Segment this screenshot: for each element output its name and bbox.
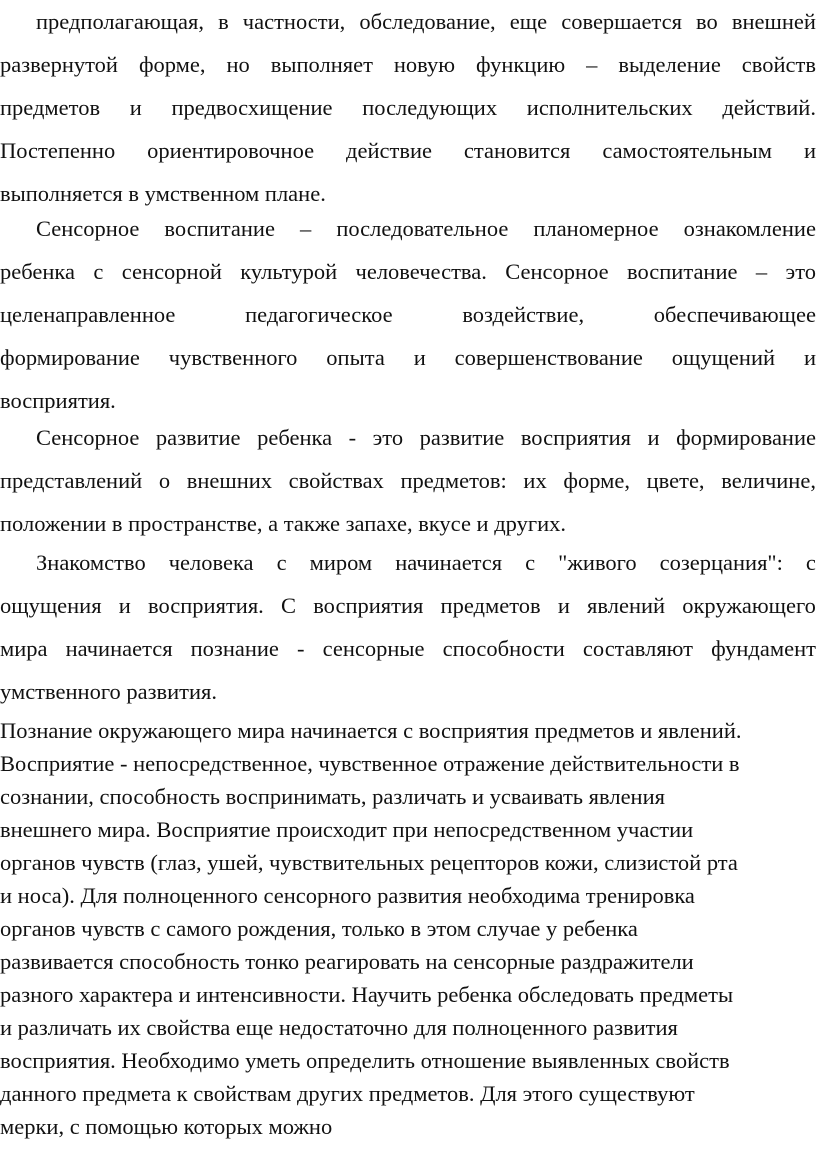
word: ощущений <box>671 345 776 370</box>
word: развитие <box>155 425 241 450</box>
word: сенсорные <box>322 636 425 661</box>
word: и <box>557 593 570 618</box>
paragraph-line <box>0 541 816 584</box>
word: воспитание <box>626 259 738 284</box>
word: целенаправленное <box>0 302 176 327</box>
paragraph-line <box>0 86 816 129</box>
word: представлений <box>0 468 143 493</box>
paragraph-line <box>0 627 816 670</box>
paragraph-line: данного предмета к свойствам других предметов. Для этого существуют <box>0 1081 695 1106</box>
word: ознакомление <box>683 216 816 241</box>
paragraph-1 <box>0 0 816 215</box>
word: предметов: <box>400 468 507 493</box>
paragraph-line: и носа). Для полноценного сенсорного развития необходима тренировка <box>0 883 695 908</box>
word: окружающего <box>682 593 816 618</box>
word: чувственного <box>168 345 298 370</box>
word: становится <box>463 138 571 163</box>
word: восприятия <box>520 425 631 450</box>
word: опыта <box>326 345 385 370</box>
paragraph-line <box>0 459 816 502</box>
paragraph-3 <box>0 416 816 545</box>
word: новую <box>393 52 456 77</box>
paragraph-line: мерки, с помощью которых можно <box>0 1114 333 1139</box>
word: миром <box>309 550 373 575</box>
word: восприятия <box>313 593 424 618</box>
paragraph-line <box>0 250 816 293</box>
paragraph-line: развивается способность тонко реагировать на сенсорные раздражители <box>0 949 694 974</box>
paragraph-line: восприятия. <box>0 388 116 413</box>
word: развернутой <box>0 52 118 77</box>
paragraph-line: внешнего мира. Восприятие происходит при непосредственном участии <box>0 817 694 842</box>
paragraph-line: органов чувств (глаз, ушей, чувствительных рецепторов кожи, слизистой рта <box>0 850 738 875</box>
word: и <box>647 425 660 450</box>
word: формирование <box>676 425 816 450</box>
word: о <box>158 468 171 493</box>
word: величине, <box>721 468 816 493</box>
paragraph-line <box>0 0 816 43</box>
paragraph-line: и различать их свойства еще недостаточно для полноценного развития <box>0 1015 678 1040</box>
word: фундамент <box>711 636 816 661</box>
word: воспитание <box>164 216 275 241</box>
word: планомерное <box>533 216 659 241</box>
paragraph-line: умственного развития. <box>0 679 218 704</box>
paragraph-line <box>0 293 816 336</box>
word: во <box>696 9 718 34</box>
word: человечества. <box>355 259 487 284</box>
word: воздействие, <box>462 302 585 327</box>
word: внешней <box>731 9 816 34</box>
word: способности <box>442 636 565 661</box>
word: с <box>93 259 104 284</box>
word: созерцания": <box>659 550 783 575</box>
word: Знакомство <box>36 550 146 575</box>
word: сенсорной <box>121 259 222 284</box>
word: действие <box>346 138 432 163</box>
word: и <box>413 345 426 370</box>
word: и <box>803 138 816 163</box>
word: самостоятельным <box>602 138 773 163</box>
word: функцию <box>476 52 566 77</box>
word: С <box>280 593 296 618</box>
word: с <box>276 550 287 575</box>
paragraph-4 <box>0 541 816 713</box>
word: свойств <box>741 52 816 77</box>
word: человека <box>168 550 254 575</box>
paragraph-line <box>0 129 816 172</box>
word: и <box>803 345 816 370</box>
word: – <box>586 52 598 77</box>
word: Постепенно <box>0 138 116 163</box>
paragraph-line <box>0 43 816 86</box>
paragraph-line: положении в пространстве, а также запахе, вкусе и других. <box>0 511 567 536</box>
word: ощущения <box>0 593 102 618</box>
word: и <box>129 95 142 120</box>
word: явлений <box>587 593 666 618</box>
word: Сенсорное <box>505 259 609 284</box>
word: формирование <box>0 345 140 370</box>
word: свойствах <box>288 468 384 493</box>
word: познание <box>190 636 279 661</box>
word: ориентировочное <box>147 138 315 163</box>
paragraph-line: сознании, способность воспринимать, различать и усваивать явления <box>0 784 665 809</box>
paragraph-line <box>0 336 816 379</box>
word: это <box>785 259 816 284</box>
word: обследование, <box>359 9 496 34</box>
word: форме, <box>138 52 206 77</box>
word: "живого <box>558 550 637 575</box>
word: предметов <box>440 593 541 618</box>
word: обеспечивающее <box>653 302 816 327</box>
word: с <box>805 550 816 575</box>
word: но <box>226 52 250 77</box>
paragraph-line: разного характера и интенсивности. Научить ребенка обследовать предметы <box>0 982 734 1007</box>
word: их <box>523 468 547 493</box>
word: последовательное <box>336 216 509 241</box>
paragraph-line: Восприятие - непосредственное, чувственное отражение действительности в <box>0 751 740 776</box>
word: - <box>297 636 305 661</box>
paragraph-2 <box>0 207 816 422</box>
word: мира <box>0 636 48 661</box>
word: – <box>755 259 768 284</box>
word: цвете, <box>646 468 705 493</box>
paragraph-line <box>0 584 816 627</box>
paragraph-line <box>0 207 816 250</box>
word: выполняет <box>270 52 373 77</box>
word: исполнительских <box>526 95 693 120</box>
word: еще <box>509 9 548 34</box>
word: начинается <box>65 636 173 661</box>
word: ребенка <box>0 259 75 284</box>
paragraph-line <box>0 416 816 459</box>
word: последующих <box>362 95 498 120</box>
word: совершенствование <box>454 345 643 370</box>
word: форме, <box>563 468 630 493</box>
paragraph-line: выполняется в умственном плане. <box>0 181 326 206</box>
paragraph-5 <box>0 714 816 1143</box>
word: - <box>348 425 357 450</box>
word: культурой <box>240 259 338 284</box>
word: Сенсорное <box>36 216 140 241</box>
word: ребенка <box>257 425 333 450</box>
word: педагогическое <box>245 302 393 327</box>
word: частности, <box>242 9 346 34</box>
word: – <box>300 216 312 241</box>
word: начинается <box>395 550 503 575</box>
word: действий. <box>722 95 816 120</box>
word: и <box>118 593 131 618</box>
word: в <box>218 9 229 34</box>
word: составляют <box>582 636 694 661</box>
paragraph-line: восприятия. Необходимо уметь определить отношение выявленных свойств <box>0 1048 730 1073</box>
word: восприятия. <box>148 593 264 618</box>
word: совершается <box>561 9 682 34</box>
word: предполагающая, <box>36 9 204 34</box>
paragraph-line: органов чувств с самого рождения, только в этом случае у ребенка <box>0 916 638 941</box>
word: внешних <box>186 468 273 493</box>
word: Сенсорное <box>36 425 140 450</box>
word: предметов <box>0 95 101 120</box>
word: предвосхищение <box>171 95 333 120</box>
word: это <box>372 425 404 450</box>
paragraph-line: Познание окружающего мира начинается с восприятия предметов и явлений. <box>0 718 742 743</box>
word: с <box>525 550 536 575</box>
word: развитие <box>419 425 505 450</box>
word: выделение <box>618 52 721 77</box>
